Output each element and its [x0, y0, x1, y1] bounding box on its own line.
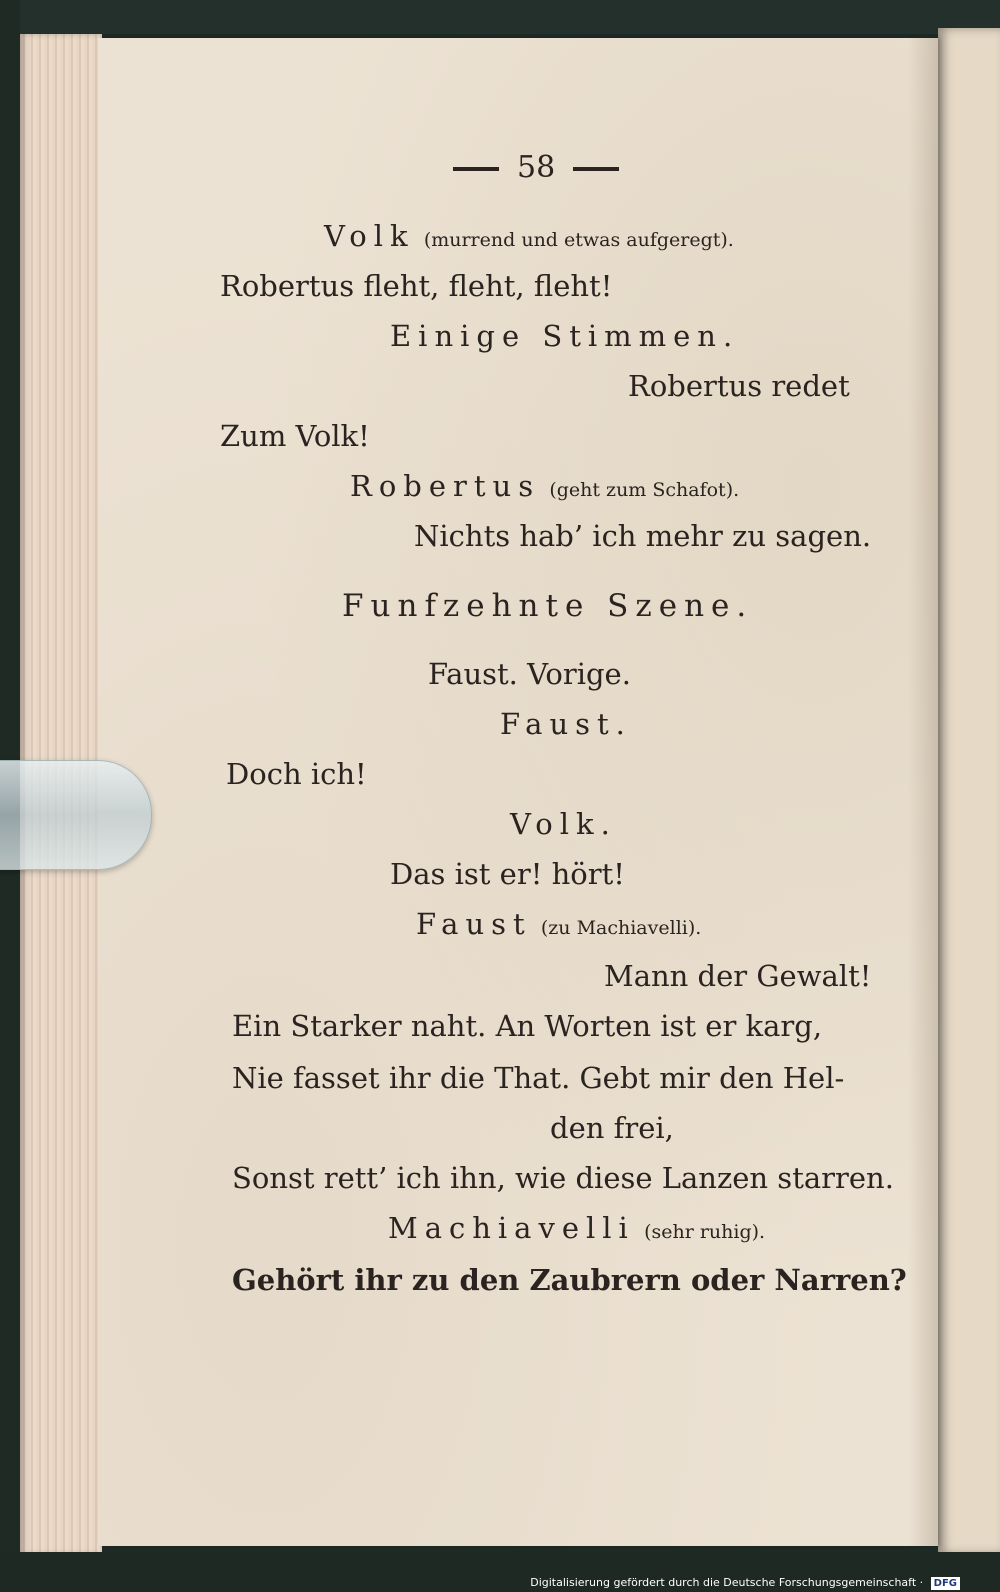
verse-line: den frei, [550, 1111, 674, 1145]
speaker-line [388, 1210, 765, 1250]
verse-line: Robertus redet [628, 369, 850, 403]
verse-line: Zum Volk! [220, 419, 370, 453]
speaker-name: Robertus [350, 469, 541, 503]
verse-line: Gehört ihr zu den Zaubrern oder Narren? [232, 1263, 907, 1297]
verse-line: Mann der Gewalt! [604, 959, 872, 993]
page-gutter-shadow [908, 38, 938, 1546]
stage-direction: (zu Machiavelli). [540, 917, 702, 939]
speaker-name: Faust [416, 907, 532, 941]
speaker-name: Machiavelli [388, 1211, 635, 1245]
page-number: 58 [435, 150, 637, 186]
speaker-line [416, 906, 701, 946]
speaker-name: Einige Stimmen. [390, 319, 740, 353]
page-clip [0, 760, 152, 870]
scene-heading: Funfzehnte Szene. [342, 588, 754, 624]
verse-line: Robertus fleht, fleht, fleht! [220, 269, 613, 303]
speaker-name: Volk. [510, 807, 617, 841]
stage-direction: (geht zum Schafot). [549, 479, 740, 501]
speaker-line [350, 468, 739, 508]
stage-direction: (murrend und etwas aufgeregt). [423, 229, 734, 251]
verse-line: Doch ich! [226, 757, 367, 791]
dfg-logo: DFG [931, 1577, 960, 1590]
verse-line: Nie fasset ihr die That. Gebt mir den Hel- [232, 1061, 845, 1095]
speaker-name: Faust. [500, 707, 632, 741]
scan-background-top [0, 0, 1000, 34]
verse-line: Ein Starker naht. An Worten ist er karg, [232, 1009, 823, 1043]
facing-page-edge [938, 28, 1000, 1554]
verse-line: Das ist er! hört! [390, 857, 625, 891]
cast-line: Faust. Vorige. [428, 657, 631, 691]
funding-text: Digitalisierung gefördert durch die Deutsche Forschungsgemeinschaft · [530, 1576, 924, 1589]
verse-line: Nichts hab’ ich mehr zu sagen. [414, 519, 872, 553]
verse-line: Sonst rett’ ich ihn, wie diese Lanzen starren. [232, 1161, 894, 1195]
funding-footer [530, 1574, 960, 1592]
speaker-name: Volk [324, 219, 415, 253]
stage-direction: (sehr ruhig). [644, 1221, 766, 1243]
speaker-line [324, 218, 734, 258]
book-page [98, 38, 938, 1546]
